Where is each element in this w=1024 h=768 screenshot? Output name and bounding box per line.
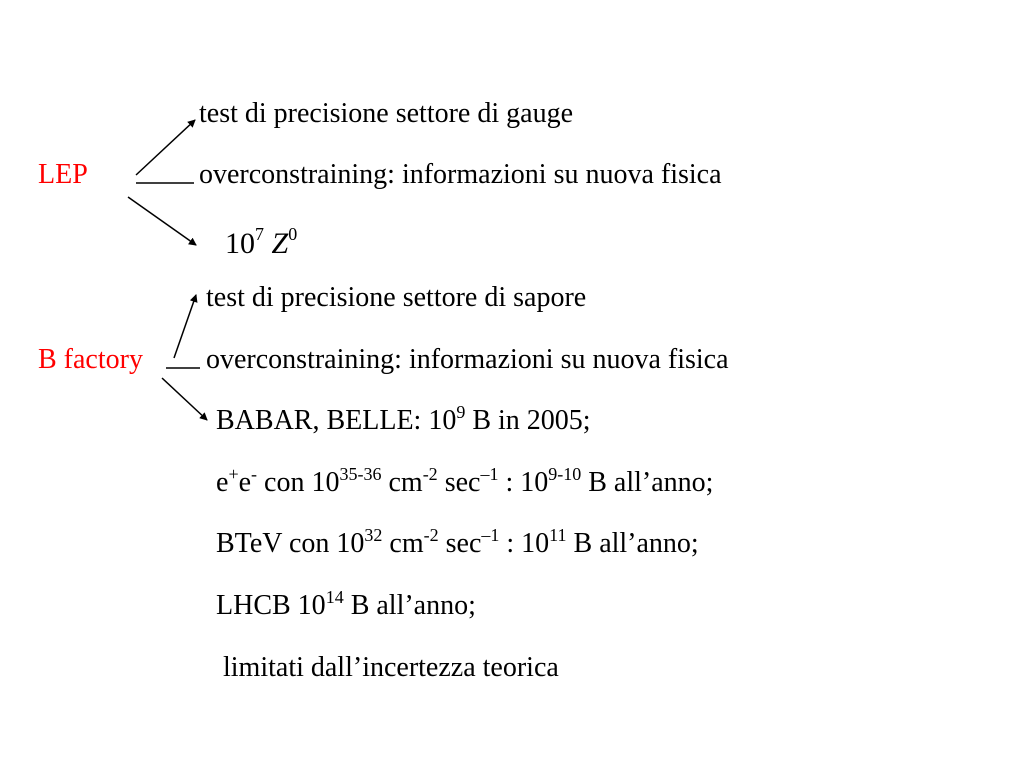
btev-line xyxy=(216,525,699,559)
lep-z-superscript: 0 xyxy=(288,224,298,244)
limit-line: limitati dall’incertezza teorica xyxy=(223,652,559,683)
btev-post: B all’anno; xyxy=(566,528,699,559)
babar-belle-line xyxy=(216,402,591,436)
btev-sec: sec xyxy=(438,528,482,559)
bfactory-label: B factory xyxy=(38,344,143,375)
lep-z-symbol: Z xyxy=(271,227,289,260)
epem-e1-sup: + xyxy=(228,464,239,484)
lep-line-gauge: test di precisione settore di gauge xyxy=(199,98,573,129)
epem-con: con 10 xyxy=(257,467,340,498)
epem-line xyxy=(216,464,714,498)
epem-sec-exp: –1 xyxy=(480,464,499,484)
epem-e2: e xyxy=(238,467,252,498)
lep-label: LEP xyxy=(38,159,88,190)
btev-sec-exp: –1 xyxy=(481,525,500,545)
btev-cm: cm xyxy=(382,528,424,559)
babar-exp: 9 xyxy=(456,402,466,422)
epem-colon: : 10 xyxy=(498,467,549,498)
epem-e1: e xyxy=(216,467,229,498)
bfactory-arrow-down xyxy=(162,378,207,420)
lhcb-line xyxy=(216,587,476,621)
babar-pre: BABAR, BELLE: 10 xyxy=(216,405,457,436)
epem-post: B all’anno; xyxy=(581,467,714,498)
epem-sec: sec xyxy=(437,467,481,498)
lep-arrow-down xyxy=(128,197,196,245)
btev-con: BTeV con 10 xyxy=(216,528,365,559)
lep-z-count xyxy=(225,224,298,260)
lhcb-post: B all’anno; xyxy=(343,590,476,621)
btev-colon: : 10 xyxy=(499,528,550,559)
lep-line-overconstraining: overconstraining: informazioni su nuova fisica xyxy=(199,159,722,190)
epem-e2-sup: - xyxy=(251,464,258,484)
bfactory-line-overconstraining: overconstraining: informazioni su nuova fisica xyxy=(206,344,729,375)
bfactory-arrow-up xyxy=(174,295,196,358)
epem-cm: cm xyxy=(381,467,423,498)
lep-z-exp: 7 xyxy=(255,224,264,244)
epem-rate-exp: 9-10 xyxy=(548,464,582,484)
lhcb-exp: 14 xyxy=(325,587,344,607)
btev-lum-exp: 32 xyxy=(364,525,383,545)
btev-rate-exp: 11 xyxy=(549,525,567,545)
epem-lum-exp: 35-36 xyxy=(339,464,382,484)
btev-cm-exp: -2 xyxy=(423,525,439,545)
epem-cm-exp: -2 xyxy=(422,464,438,484)
babar-post: B in 2005; xyxy=(465,405,591,436)
lep-arrow-up xyxy=(136,120,195,175)
lep-z-base: 10 xyxy=(225,227,255,260)
lhcb-pre: LHCB 10 xyxy=(216,590,326,621)
bfactory-line-sapore: test di precisione settore di sapore xyxy=(206,282,587,313)
